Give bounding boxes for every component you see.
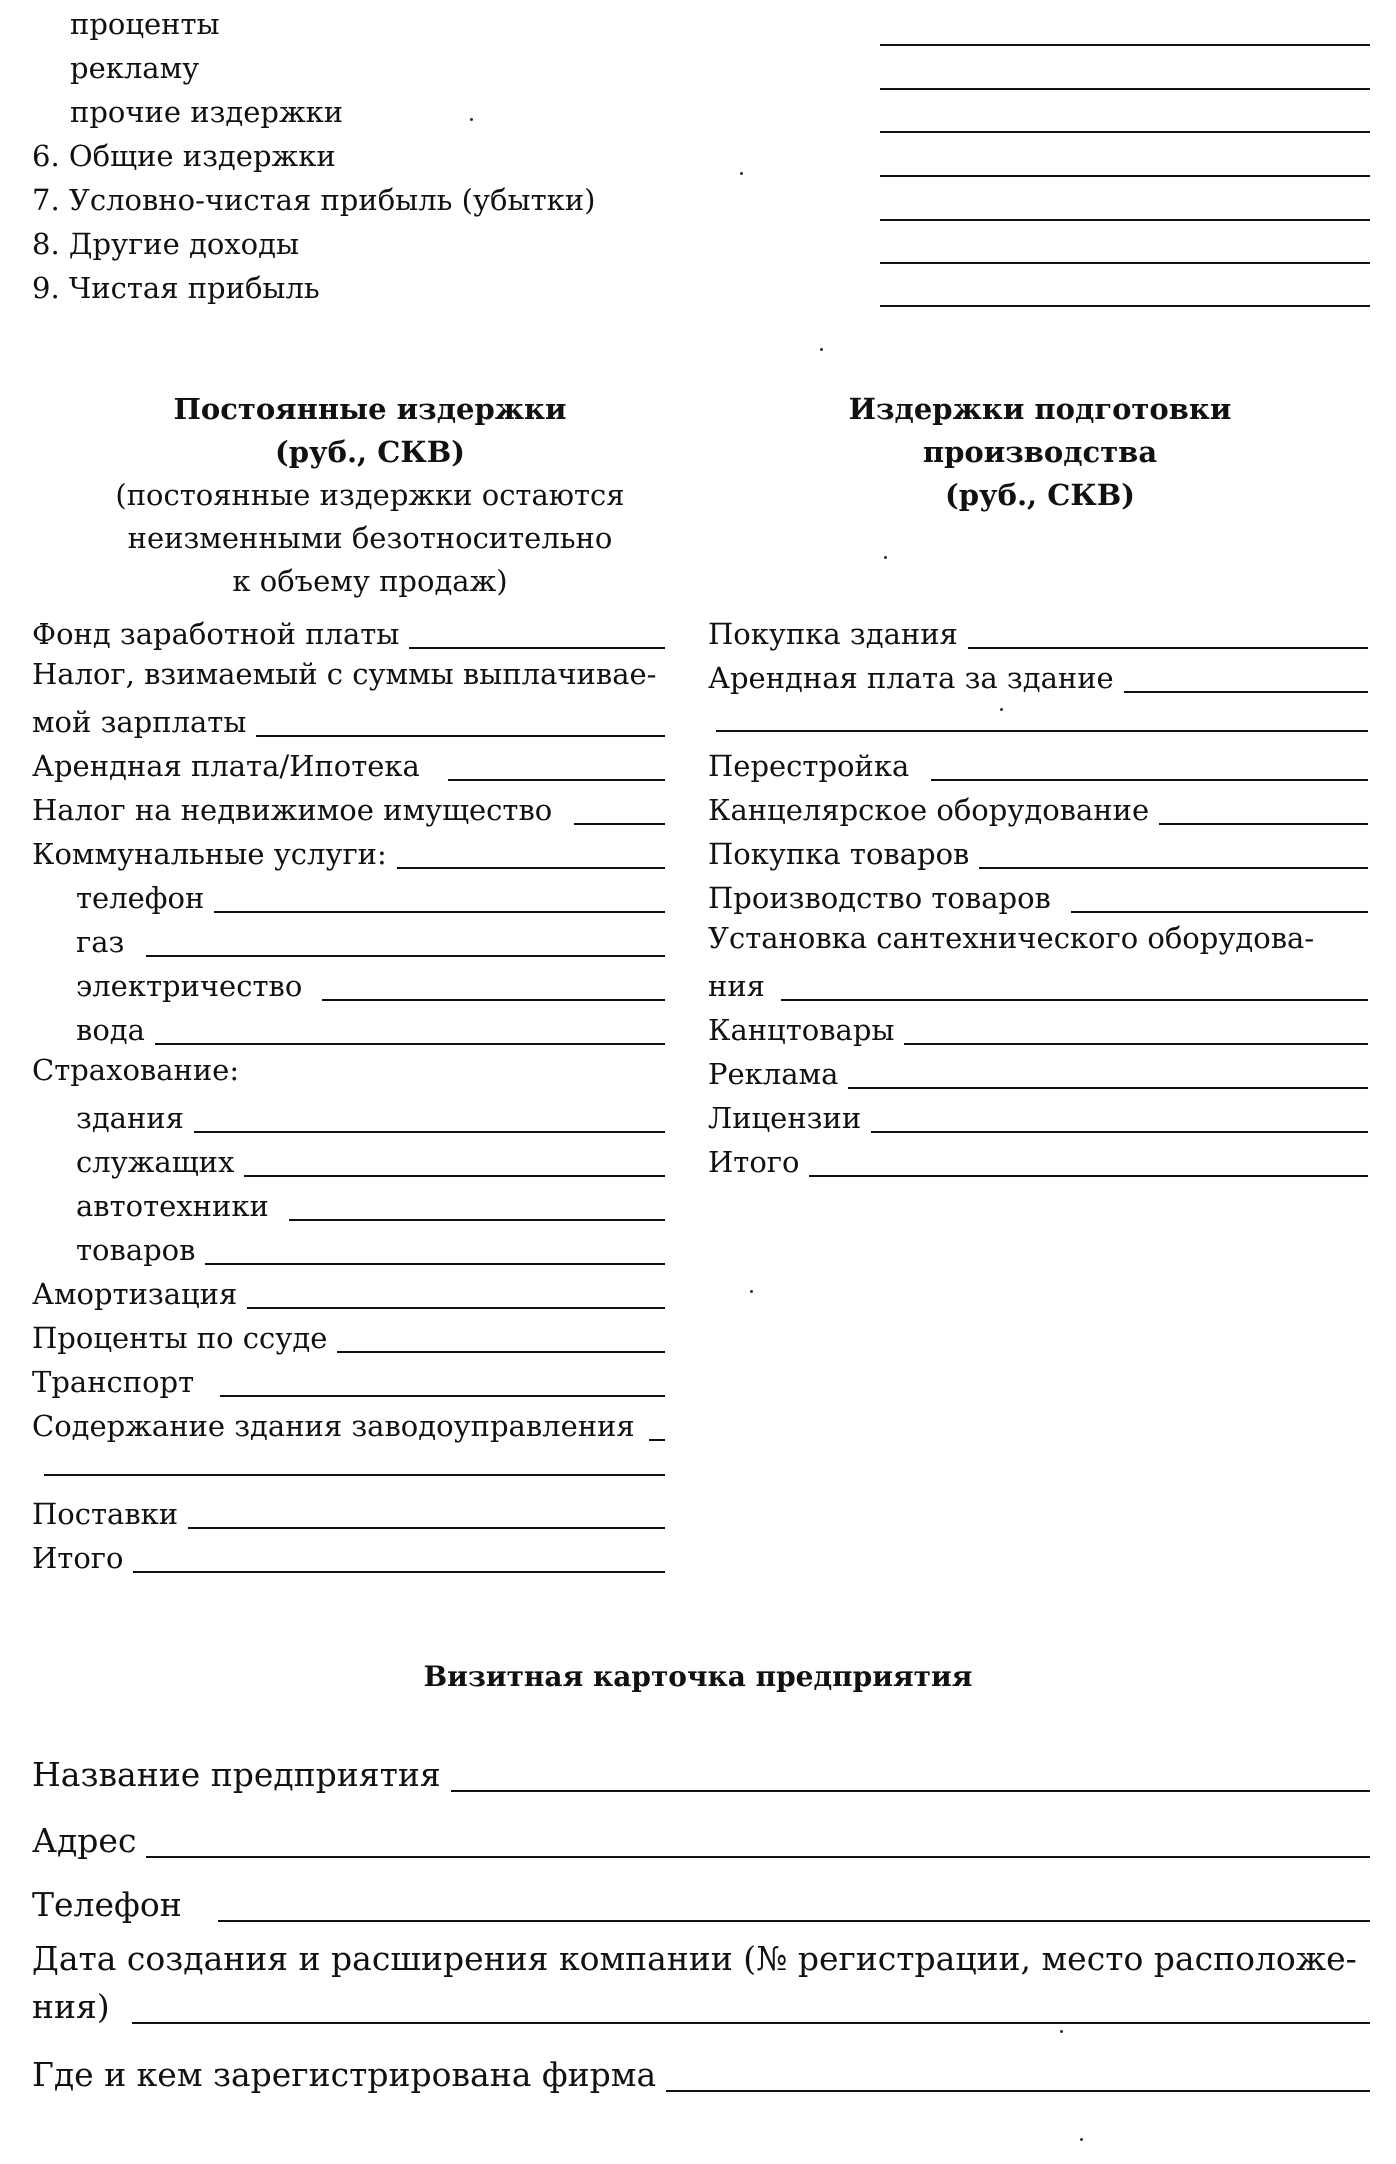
field-depreciation-blank[interactable] bbox=[247, 1307, 665, 1309]
item-interest: проценты bbox=[70, 7, 220, 41]
field-phone-number bbox=[32, 1876, 1370, 1926]
fixed-costs-note-2: неизменными безотносительно bbox=[127, 521, 613, 555]
field-supplies-label: Поставки bbox=[32, 1497, 179, 1531]
field-address-label: Адрес bbox=[32, 1821, 137, 1860]
field-goods-purchase-label: Покупка товаров bbox=[708, 837, 970, 871]
field-water bbox=[76, 1008, 665, 1048]
field-renovation-label: Перестройка bbox=[708, 749, 910, 783]
field-gas-label: газ bbox=[76, 925, 125, 959]
field-ins-goods-blank[interactable] bbox=[205, 1263, 665, 1265]
field-utilities-blank[interactable] bbox=[397, 867, 665, 869]
field-plumbing bbox=[708, 964, 1368, 1004]
scan-speck bbox=[740, 172, 743, 175]
field-building-rent-blank-2[interactable] bbox=[716, 730, 1368, 732]
field-payroll-tax-blank[interactable] bbox=[256, 735, 665, 737]
field-renovation bbox=[708, 744, 1368, 784]
field-address-blank[interactable] bbox=[146, 1856, 1370, 1858]
field-plumbing-label-1: Установка сантехнического оборудова- bbox=[708, 921, 1315, 955]
item-conditional-profit: 7. Условно-чистая прибыль (убытки) bbox=[32, 183, 596, 217]
field-ins-vehicles-label: автотехники bbox=[76, 1189, 269, 1223]
item-other-costs: прочие издержки bbox=[70, 95, 344, 129]
field-electricity-label: электричество bbox=[76, 969, 303, 1003]
field-electricity-blank[interactable] bbox=[322, 999, 665, 1001]
startup-costs-heading bbox=[700, 388, 1380, 517]
field-gas-blank[interactable] bbox=[146, 955, 665, 957]
field-depreciation-label: Амортизация bbox=[32, 1277, 238, 1311]
field-goods-purchase bbox=[708, 832, 1368, 872]
field-ins-buildings bbox=[76, 1096, 665, 1136]
field-utilities bbox=[32, 832, 665, 872]
field-phone bbox=[76, 876, 665, 916]
field-goods-production bbox=[708, 876, 1368, 916]
field-payroll-blank[interactable] bbox=[409, 647, 665, 649]
field-startup-total-blank[interactable] bbox=[809, 1175, 1368, 1177]
field-fixed-total bbox=[32, 1536, 665, 1576]
field-fixed-total-blank[interactable] bbox=[133, 1571, 665, 1573]
field-payroll-tax-label-1: Налог, взимаемый с суммы выплачивае- bbox=[32, 657, 657, 691]
fixed-costs-units: (руб., СКВ) bbox=[275, 435, 465, 469]
field-stationery-label: Канцтовары bbox=[708, 1013, 895, 1047]
field-stationery bbox=[708, 1008, 1368, 1048]
field-maintenance-blank[interactable] bbox=[649, 1439, 665, 1441]
field-rent-label: Арендная плата/Ипотека bbox=[32, 749, 420, 783]
field-property-tax-blank[interactable] bbox=[574, 823, 665, 825]
field-ins-staff-label: служащих bbox=[76, 1145, 235, 1179]
field-startup-total-label: Итого bbox=[708, 1145, 800, 1179]
field-company-name-label: Название предприятия bbox=[32, 1755, 441, 1794]
field-company-name bbox=[32, 1746, 1370, 1796]
field-founding-label-1: Дата создания и расширения компании (№ регистрации, место расположе- bbox=[32, 1939, 1357, 1978]
field-payroll bbox=[32, 612, 665, 652]
field-property-tax-label: Налог на недвижимое имущество bbox=[32, 793, 553, 827]
field-water-label: вода bbox=[76, 1013, 145, 1047]
field-ins-staff-blank[interactable] bbox=[244, 1175, 665, 1177]
field-founding bbox=[32, 1978, 1370, 2028]
scan-speck bbox=[1060, 2030, 1063, 2033]
business-card-title: Визитная карточка предприятия bbox=[423, 1660, 973, 1693]
field-phone-number-blank[interactable] bbox=[218, 1920, 1370, 1922]
field-building-rent bbox=[708, 656, 1368, 696]
fixed-costs-note-1: (постоянные издержки остаются bbox=[115, 478, 625, 512]
startup-costs-units: (руб., СКВ) bbox=[945, 478, 1135, 512]
field-ins-vehicles-blank[interactable] bbox=[289, 1219, 665, 1221]
field-goods-production-label: Производство товаров bbox=[708, 881, 1051, 915]
field-stationery-blank[interactable] bbox=[904, 1043, 1368, 1045]
scan-speck bbox=[1000, 708, 1003, 711]
field-founding-label-2: ния) bbox=[32, 1987, 110, 2026]
field-advertising-blank[interactable] bbox=[848, 1087, 1368, 1089]
field-goods-purchase-blank[interactable] bbox=[979, 867, 1368, 869]
field-company-name-blank[interactable] bbox=[451, 1790, 1370, 1792]
field-plumbing-label-2: ния bbox=[708, 969, 765, 1003]
field-phone-label: телефон bbox=[76, 881, 205, 915]
field-loan-interest-blank[interactable] bbox=[337, 1351, 665, 1353]
field-electricity bbox=[76, 964, 665, 1004]
scan-speck bbox=[1080, 2138, 1083, 2141]
field-licenses-label: Лицензии bbox=[708, 1101, 862, 1135]
field-registration bbox=[32, 2046, 1370, 2096]
field-building-rent-label: Арендная плата за здание bbox=[708, 661, 1114, 695]
blank-line-other-income[interactable] bbox=[880, 262, 1370, 264]
field-registration-blank[interactable] bbox=[666, 2090, 1370, 2092]
field-transport bbox=[32, 1360, 665, 1400]
field-payroll-tax bbox=[32, 700, 665, 740]
fixed-costs-note-3: к объему продаж) bbox=[232, 564, 508, 598]
scan-speck bbox=[820, 348, 823, 351]
field-ins-goods bbox=[76, 1228, 665, 1268]
field-licenses-blank[interactable] bbox=[871, 1131, 1368, 1133]
field-advertising bbox=[708, 1052, 1368, 1092]
startup-costs-title-2: производства bbox=[922, 435, 1158, 469]
field-fixed-total-label: Итого bbox=[32, 1541, 124, 1575]
item-net-profit: 9. Чистая прибыль bbox=[32, 271, 320, 305]
field-loan-interest bbox=[32, 1316, 665, 1356]
field-address bbox=[32, 1812, 1370, 1862]
field-office-equipment-label: Канцелярское оборудование bbox=[708, 793, 1150, 827]
field-office-equipment bbox=[708, 788, 1368, 828]
field-ins-vehicles bbox=[76, 1184, 665, 1224]
field-ins-staff bbox=[76, 1140, 665, 1180]
field-ins-buildings-label: здания bbox=[76, 1101, 184, 1135]
item-advertising: рекламу bbox=[70, 51, 200, 85]
field-water-blank[interactable] bbox=[155, 1043, 665, 1045]
field-ins-buildings-blank[interactable] bbox=[194, 1131, 665, 1133]
field-property-tax bbox=[32, 788, 665, 828]
field-renovation-blank[interactable] bbox=[931, 779, 1368, 781]
field-transport-blank[interactable] bbox=[220, 1395, 665, 1397]
field-office-equipment-blank[interactable] bbox=[1159, 823, 1368, 825]
blank-line-advertising[interactable] bbox=[880, 88, 1370, 90]
field-phone-number-label: Телефон bbox=[32, 1885, 182, 1924]
fixed-costs-heading bbox=[30, 388, 710, 603]
field-goods-production-blank[interactable] bbox=[1071, 911, 1368, 913]
field-payroll-tax-label-2: мой зарплаты bbox=[32, 705, 247, 739]
field-ins-goods-label: товаров bbox=[76, 1233, 196, 1267]
scan-speck bbox=[750, 1290, 753, 1293]
field-founding-blank[interactable] bbox=[132, 2022, 1370, 2024]
blank-line-conditional-profit[interactable] bbox=[880, 219, 1370, 221]
field-building-purchase-label: Покупка здания bbox=[708, 617, 958, 651]
field-transport-label: Транспорт bbox=[32, 1365, 195, 1399]
field-utilities-label: Коммунальные услуги: bbox=[32, 837, 387, 871]
field-maintenance bbox=[32, 1404, 665, 1444]
field-payroll-label: Фонд заработной платы bbox=[32, 617, 400, 651]
field-supplies-blank[interactable] bbox=[188, 1527, 665, 1529]
field-depreciation bbox=[32, 1272, 665, 1312]
field-rent-blank[interactable] bbox=[448, 779, 665, 781]
blank-line-net-profit[interactable] bbox=[880, 305, 1370, 307]
field-supplies bbox=[32, 1492, 665, 1532]
field-rent bbox=[32, 744, 665, 784]
scan-speck bbox=[884, 556, 887, 559]
field-gas bbox=[76, 920, 665, 960]
blank-line-other-costs[interactable] bbox=[880, 131, 1370, 133]
item-other-income: 8. Другие доходы bbox=[32, 227, 300, 261]
field-maintenance-blank-2[interactable] bbox=[44, 1474, 665, 1476]
scan-speck bbox=[470, 118, 473, 121]
field-licenses bbox=[708, 1096, 1368, 1136]
field-building-rent-blank[interactable] bbox=[1124, 691, 1368, 693]
field-insurance-label: Страхование: bbox=[32, 1053, 240, 1087]
field-registration-label: Где и кем зарегистрирована фирма bbox=[32, 2055, 657, 2094]
field-building-purchase bbox=[708, 612, 1368, 652]
fixed-costs-title: Постоянные издержки bbox=[173, 392, 567, 426]
field-loan-interest-label: Проценты по ссуде bbox=[32, 1321, 328, 1355]
field-building-purchase-blank[interactable] bbox=[968, 647, 1368, 649]
field-phone-blank[interactable] bbox=[214, 911, 665, 913]
field-advertising-label: Реклама bbox=[708, 1057, 839, 1091]
item-general-costs: 6. Общие издержки bbox=[32, 139, 336, 173]
field-plumbing-blank[interactable] bbox=[781, 999, 1368, 1001]
blank-line-general-costs[interactable] bbox=[880, 175, 1370, 177]
startup-costs-title-1: Издержки подготовки bbox=[848, 392, 1232, 426]
field-maintenance-label: Содержание здания заводоуправления bbox=[32, 1409, 635, 1443]
field-startup-total bbox=[708, 1140, 1368, 1180]
blank-line-interest[interactable] bbox=[880, 44, 1370, 46]
